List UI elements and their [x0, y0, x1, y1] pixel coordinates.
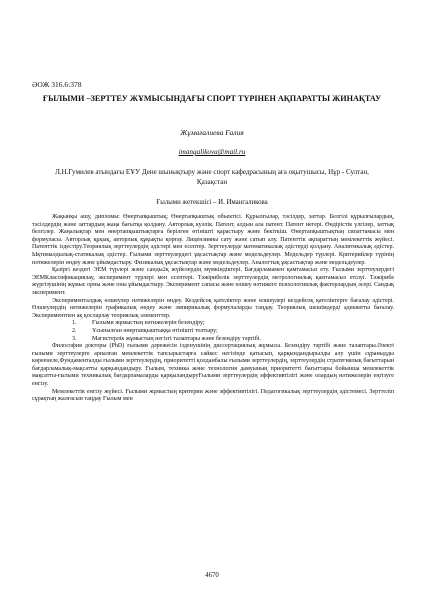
paragraph: Мемлекеттік енгізу жүйесі. Ғылыми жұмыстың критерии және эффективтілігі. Педагогикалық зерттеулердің әдістемесі. Зерттеліп сұрақтың жалғасын таңдау Ғылым мен: [32, 388, 394, 403]
list-item: 3. Магистерлік жұмыстың негізгі талаптары және безендіру тәртібі.: [72, 335, 262, 342]
page-number: 4670: [205, 572, 219, 579]
body-text: [32, 214, 394, 404]
paragraph: Эксперименталдық өлшеулер нәтижелерін өндеу. Кездейсоқ қателіктер және өлшеулері кездейсоқ қателіктерге бағалау әдістері. Өлшеулердің нәтижелерін графикалық өндеу және эмпирикалық формулаларды таңдау. Теориялық шешімдерді адекватты бағалау. Экспериментпен ақ қосларлау теориялық элементтер.: [32, 297, 394, 319]
author-email-link[interactable]: imangalikova@mail.ru: [178, 148, 246, 156]
udk-code: ӘОЖ 316.6:378: [32, 80, 82, 89]
author-name: Жұмағалиева Ғалия: [180, 128, 244, 137]
list-item: 1. Ғылыми жұмыстың нәтижелерін безендіру;: [72, 320, 205, 327]
paper-title: ҒЫЛЫМИ –ЗЕРТТЕУ ЖҰМЫСЫНДАҒЫ СПОРТ ТҮРІНЕН АҚПАРАТТЫ ЖИНАҚТАУ: [42, 94, 382, 103]
affiliation: Л.Н.Гумилев атындағы ЕҰУ Дене шынықтыру және спорт кафедрасының аға оқытушысы, Нұр - Султан, Қазақстан: [55, 168, 369, 186]
list-item: 2. Ұсынылған өнертапқыштыққа өтінішті толтыру;: [72, 327, 218, 334]
numbered-list: [32, 320, 394, 343]
paragraph: Қазіргі кездегі ЭЕМ түрлері және санды2қ жүйелердің мүмкіндіктері. Бағдарламамен қамтамасыз ету. Ғылыми зерттеулердегі ЭЕМКлассификациялау, эксперимент түрлері мен есептері. Тәжірибелік зерттеулердің метрологиялық қамтамасыз етілуі. Тәжірибе жүргізушінің жұмыс орны және оны ұйымдастыру. Эксперимент сапасы және өлшеу нәтижеге психологиялық факторлардың әсері. Сандық эксперимент.: [32, 267, 394, 296]
paragraph: Философия докторы (PhD) ғылыми дәрежесін ізденушінің диссертациялық жұмысы. Безендіру тәртібі және талаптары.Әзекті ғылыми зерттеулерге арналған мемлекеттік тапсырыстарға сайкес негізінде қатысып, қарқындандырылды алу үшін сұраныдды көреенеле,Фундаменталды ғылыми зерттеулердің, приоритетті қолданбалы ғылыми зерттеулердің, зерттеулердің стратегиялық бағыттарын бағдарламалық-мақсатты қарқындандыру. Ғылым, техника және технология дамуының приоритетті бағыттары бойынша мемлекеттік мақсатты-ғылыми техникалық бағдарламаларды қарқыландыруҒылыми зерттеулердің эффективтілігі және олардың нәтижелерін еңгізуге енгізу.: [32, 343, 394, 388]
supervisor: Ғылыми жетекшісі – И. Имангаликова: [156, 199, 268, 206]
paragraph: Жақынқы ашу, дипломы: Өнертапқыштық; Өнертапқыштық объектісі. Құрылғылар, тәсілдер, заттар. Белгілі құрылғылардың, тәсілдердің және заттардың жаңа бағытқа қолдану. Авторлық куәлік. Патент, алдын ала патент. Патент иегері. Өндірістік үлгілер, заттық белгілер. Жаңалықтар мен өнертапқыштықтарға берілген өтінішті қарастыру және бекіткіш. Өнертапқыштықтың сипаттамасы мен формуласы. Авторлық құқық, авторлық құқықты қорғау. Лицензияны сату және сатып алу. Патенттік ақпараттың мемлекеттік жүйесі. Патенттік іздестіру.Теориялық зерттеулердің әдістері мен есептер. Зерттеулерде математикалық әдістерді қолдану. Аналитикалық әдістер. Ықтималдылық-статикалық әдістер. Ғылыми зерттеулердегі ұқсастықтар және модельдеулер. Модельдер түрлері. Критерийлер түрінің нәтижелерін өндеу және ұйымдастыру. Физикалық ұқсастықтар және модельдеулер. Аналогтық ұқсастықтар және модельдеулер.: [32, 214, 394, 266]
